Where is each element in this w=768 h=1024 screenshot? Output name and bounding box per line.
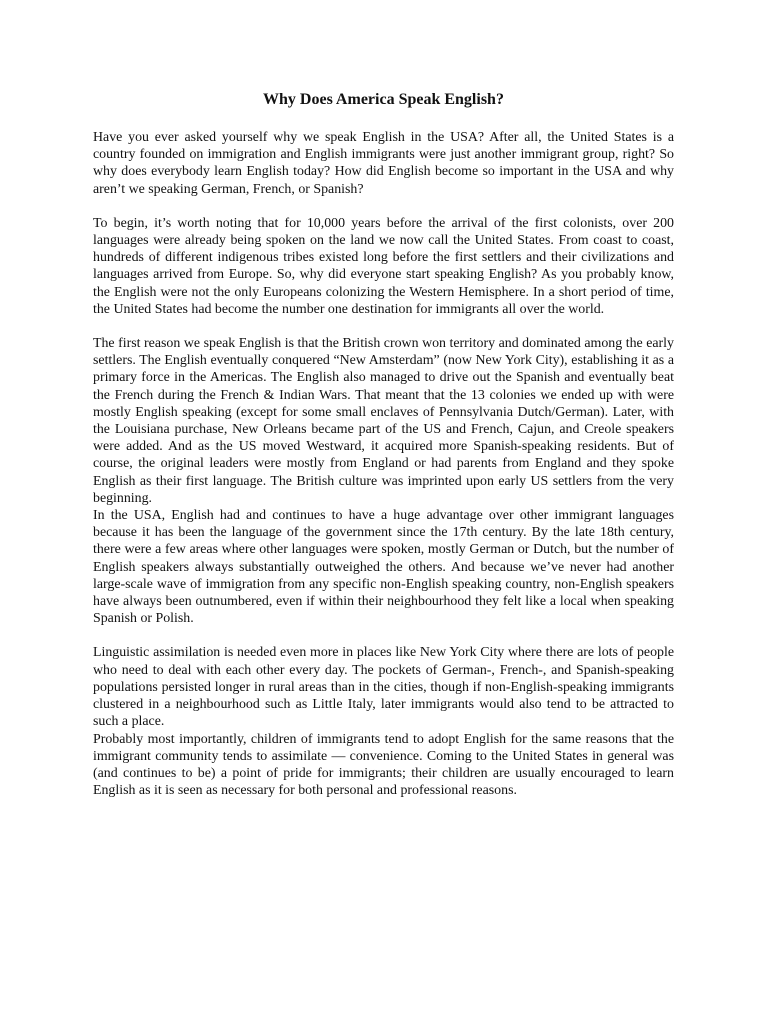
paragraph-indigenous-languages: To begin, it’s worth noting that for 10,000 years before the arrival of the first colonists, over 200 languages were already being spoken on the land we now call the United States. From coast to coast, hundreds of different indigenous tribes existed long before the first settlers and their civilizations and languages arrived from Europe. So, why did everyone start speaking English? As you probably know, the English were not the only Europeans colonizing the Western Hemisphere. In a short period of time, the United States had become the number one destination for immigrants all over the world. (93, 215, 674, 317)
document-title: Why Does America Speak English? (263, 91, 504, 108)
document-page (93, 90, 674, 799)
paragraph-government-language: In the USA, English had and continues to have a huge advantage over other immigrant languages because it has been the language of the government since the 17th century. By the late 18th century, there were a few areas where other languages were spoken, mostly German or Dutch, but the number of English speakers always substantially outweighed the others. And because we’ve never had another large-scale wave of immigration from any specific non-English speaking country, non-English speakers have always been outnumbered, even if within their neighbourhood they felt like a local when speaking Spanish or Polish. (93, 508, 674, 627)
paragraph-gap (93, 318, 674, 335)
paragraph-children-of-immigrants: Probably most importantly, children of immigrants tend to adopt English for the same reasons that the immigrant community tends to assimilate — convenience. Coming to the United States in general was (and continues to be) a point of pride for immigrants; their children are usually encouraged to learn English as it is seen as necessary for both personal and professional reasons. (93, 731, 674, 799)
paragraph-british-dominance: The first reason we speak English is that the British crown won territory and dominated among the early settlers. The English eventually conquered “New Amsterdam” (now New York City), establishing it as a primary force in the Americas. The English also managed to drive out the Spanish and eventually beat the French during the French & Indian Wars. That meant that the 13 colonies we ended up with were mostly English speaking (except for some small enclaves of Pennsylvania Dutch/German). Later, with the Louisiana purchase, New Orleans became part of the US and French, Cajun, and Creole speakers were added. And as the US moved Westward, it acquired more Spanish-speaking residents. But of course, the original leaders were mostly from England or had parents from England and they spoke English as their first language. The British culture was imprinted upon early US settlers from the very beginning. (93, 336, 674, 506)
paragraph-gap (93, 198, 674, 215)
paragraph-gap (93, 627, 674, 644)
paragraph-linguistic-assimilation: Linguistic assimilation is needed even more in places like New York City where there are lots of people who need to deal with each other every day. The pockets of German-, French-, and Spanish-speaking populations persisted longer in rural areas than in the cities, though if non-English-speaking immigrants clustered in a neighbourhood such as Little Italy, later immigrants would also tend to be attracted to such a place. (93, 645, 674, 730)
paragraph-intro: Have you ever asked yourself why we speak English in the USA? After all, the United States is a country founded on immigration and English immigrants were just another immigrant group, right? So why does everybody learn English today? How did English become so important in the USA and why aren’t we speaking German, French, or Spanish? (93, 130, 674, 197)
